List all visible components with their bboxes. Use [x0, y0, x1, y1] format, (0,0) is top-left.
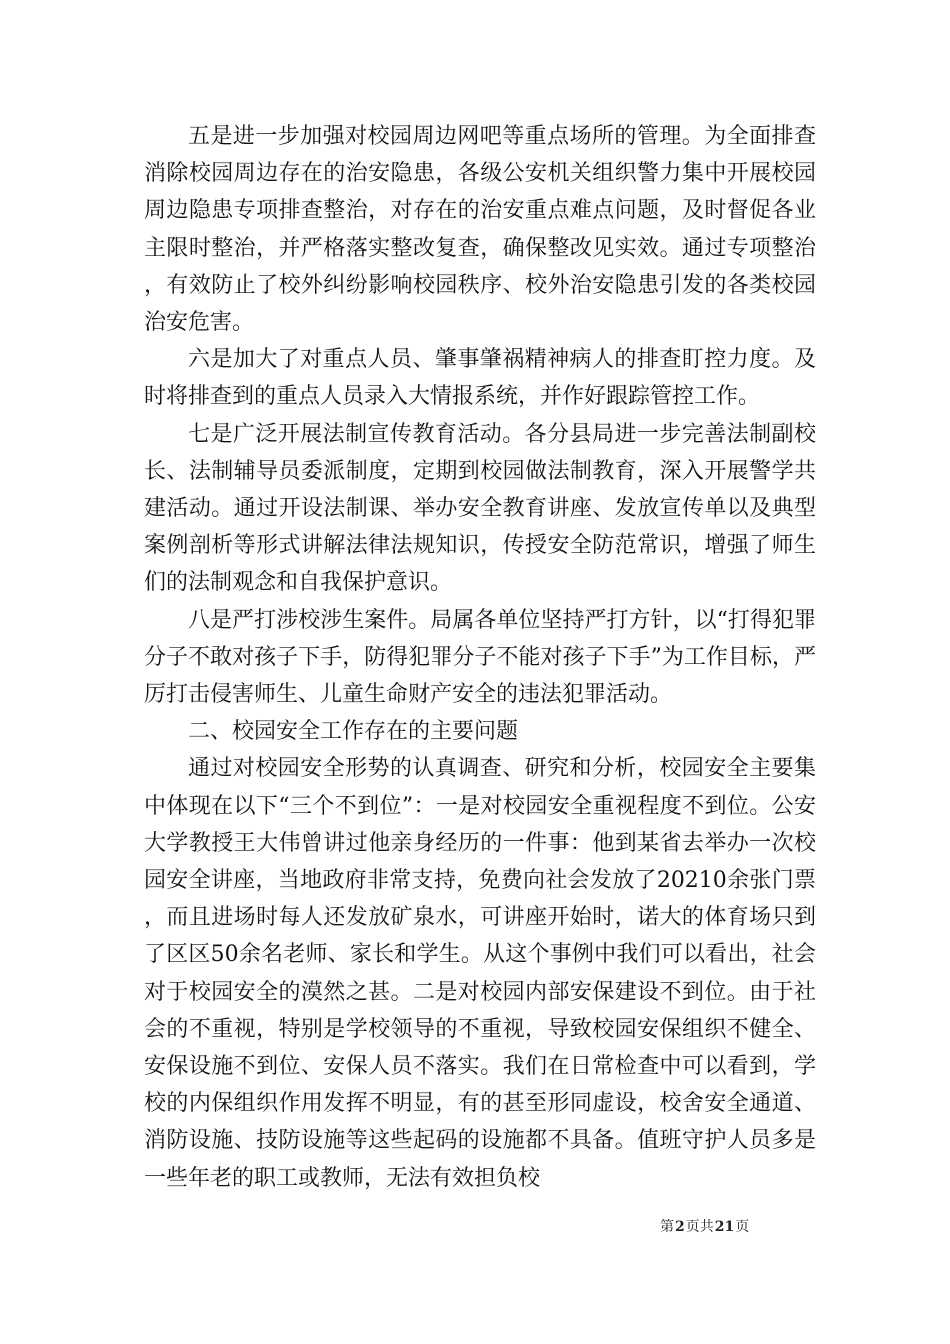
current-page-number: 2 [675, 1219, 685, 1235]
paragraph-item-5: 五是进一步加强对校园周边网吧等重点场所的管理。为全面排查消除校园周边存在的治安隐患，各级公安机关组织警力集中开展校园周边隐患专项排查整治，对存在的治安重点难点问题，及时督促各业主限时整治，并严格落实整改复查，确保整改见实效。通过专项整治，有效防止了校外纠纷影响校园秩序、校外治安隐患引发的各类校园治安危害。 [144, 124, 816, 336]
paragraph-item-6: 六是加大了对重点人员、肇事肇祸精神病人的排查盯控力度。及时将排查到的重点人员录入大情报系统，并作好跟踪管控工作。 [144, 347, 816, 410]
paragraph-item-8: 八是严打涉校涉生案件。局属各单位坚持严打方针，以“打得犯罪分子不敢对孩子下手，防得犯罪分子不能对孩子下手”为工作目标，严厉打击侵害师生、儿童生命财产安全的违法犯罪活动。 [144, 607, 816, 708]
total-page-count: 21 [714, 1219, 735, 1235]
footer-prefix: 第 [660, 1219, 674, 1235]
paragraph-item-7: 七是广泛开展法制宣传教育活动。各分县局进一步完善法制副校长、法制辅导员委派制度，定期到校园做法制教育，深入开展警学共建活动。通过开设法制课、举办安全教育讲座、发放宣传单以及典型案例剖析等形式讲解法律法规知识，传授安全防范常识，增强了师生们的法制观念和自我保护意识。 [144, 421, 816, 596]
document-body [144, 118, 816, 1197]
paragraph-problems-analysis: 通过对校园安全形势的认真调查、研究和分析，校园安全主要集中体现在以下“三个不到位”：一是对校园安全重视程度不到位。公安大学教授王大伟曾讲过他亲身经历的一件事：他到某省去举办一次校园安全讲座，当地政府非常支持，免费向社会发放了20210余张门票，而且进场时每人还发放矿泉水，可讲座开始时，诺大的体育场只到了区区50余名老师、家长和学生。从这个事例中我们可以看出，社会对于校园安全的漠然之甚。二是对校园内部安保建设不到位。由于社会的不重视，特别是学校领导的不重视，导致校园安保组织不健全、安保设施不到位、安保人员不落实。我们在日常检查中可以看到，学校的内保组织作用发挥不明显，有的甚至形同虚设，校舍安全通道、消防设施、技防设施等这些起码的设施都不具备。值班守护人员多是一些年老的职工或教师，无法有效担负校 [144, 756, 816, 1191]
section-heading-problems: 二、校园安全工作存在的主要问题 [188, 719, 519, 745]
footer-suffix: 页 [735, 1219, 750, 1235]
footer-middle: 页共 [685, 1219, 714, 1235]
page-footer [660, 1216, 820, 1236]
